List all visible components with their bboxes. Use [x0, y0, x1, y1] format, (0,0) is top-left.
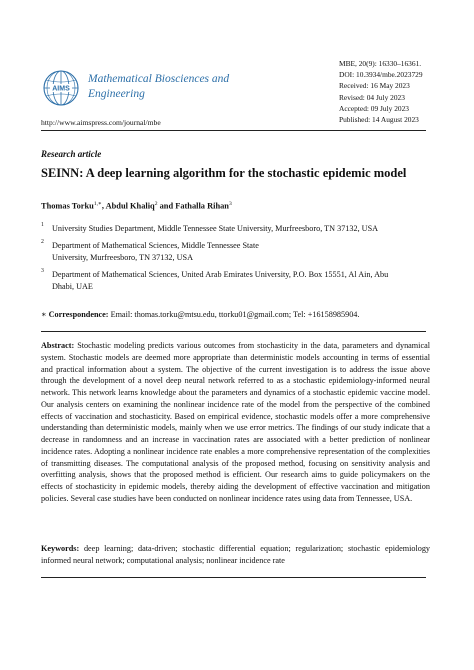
author-separator: and	[157, 201, 176, 211]
abstract-top-divider	[41, 331, 426, 332]
keywords-bottom-divider	[41, 577, 426, 578]
affiliation-text: Department of Mathematical Sciences, Middle Tennessee State University, Murfreesboro, TN 37132, USA	[52, 241, 259, 262]
keywords-label: Keywords:	[41, 544, 84, 553]
meta-published: Published: 14 August 2023	[339, 115, 419, 125]
correspondence	[41, 309, 359, 319]
abstract	[41, 340, 430, 505]
abstract-text: Stochastic modeling predicts various outcomes from stochasticity in the data, parameters and dynamical system. Stochastic models are deemed more appropriate than deterministic models accounting in terms of essential and practical information about a system. The objective of the current investigation is to address the issue above through the development of a novel deep neural network referred to as a stochastic epidemiology-informed neural network. This network learns knowledge about the parameters and dynamics of a stochastic epidemic vaccine model. Our analysis centers on examining the nonlinear incidence rate of the model from the perspective of the combined effects of vaccination and stochasticity. Based on empirical evidence, stochastic models offer a more comprehensive understanding than deterministic models, mainly when we use error metrics. The findings of our study indicate that a decrease in randomness and an increase in vaccination rates are associated with a better prediction of nonlinear incidence rates. Adopting a nonlinear incidence rate enables a more comprehensive representation of the complexities of transmitting diseases. The computational analysis of the proposed method, focusing on sensitivity analysis and overfitting analysis, shows that the proposed method is efficient. Our research aims to guide policymakers on the effects of stochasticity in epidemic models, thereby aiding the development of effective vaccination and mitigation policies. Several case studies have been conducted on nonlinear incidence rates using data from Tennessee, USA.	[41, 341, 430, 503]
header-divider	[41, 130, 426, 131]
meta-accepted: Accepted: 09 July 2023	[339, 103, 409, 113]
correspondence-text[interactable]: Email: thomas.torku@mtsu.edu, ttorku01@gmail.com; Tel: +16158985904.	[110, 310, 360, 319]
article-metadata	[339, 58, 423, 125]
author-separator: ,	[101, 201, 106, 211]
correspondence-label: Correspondence:	[48, 310, 111, 319]
journal-url-link[interactable]: http://www.aimspress.com/journal/mbe	[41, 118, 161, 127]
abstract-label: Abstract:	[41, 341, 78, 350]
meta-received: Received: 16 May 2023	[339, 81, 410, 91]
author-affiliation-marker: 1,∗	[93, 201, 102, 207]
journal-logo	[41, 68, 241, 108]
author-name: Thomas Torku	[41, 201, 94, 211]
affiliation-text: University Studies Department, Middle Tennessee State University, Murfreesboro, TN 37132, USA	[52, 224, 379, 233]
affiliation-number: 1	[41, 222, 44, 228]
meta-citation: MBE, 20(9): 16330–16361.	[339, 59, 422, 68]
author-affiliation-marker: 2	[154, 201, 158, 207]
logo-text: AIMS	[52, 85, 70, 93]
affiliation-number: 2	[41, 239, 44, 245]
journal-name: Mathematical Biosciences and Engineering	[88, 73, 230, 100]
author-name: Fathalla Rihan	[175, 201, 229, 211]
author-list	[41, 201, 232, 211]
keywords-text: deep learning; data-driven; stochastic differential equation; regularization; stochastic epidemiology informed neural network; computational analysis; nonlinear incidence rate	[41, 544, 431, 565]
affiliation-number: 3	[41, 268, 44, 274]
aims-globe-icon	[41, 68, 81, 108]
correspondence-marker: ∗	[41, 310, 47, 319]
affiliation-text: Department of Mathematical Sciences, United Arab Emirates University, P.O. Box 15551, Al Ain, Abu Dhabi, UAE	[52, 270, 389, 291]
meta-doi[interactable]: DOI: 10.3934/mbe.2023729	[339, 70, 423, 80]
meta-revised: Revised: 04 July 2023	[339, 92, 405, 102]
article-title: SEINN: A deep learning algorithm for the stochastic epidemic model	[41, 166, 407, 180]
author-affiliation-marker: 3	[228, 201, 232, 207]
author-name: Abdul Khaliq	[105, 201, 155, 211]
article-type: Research article	[41, 149, 102, 159]
keywords	[41, 543, 430, 567]
